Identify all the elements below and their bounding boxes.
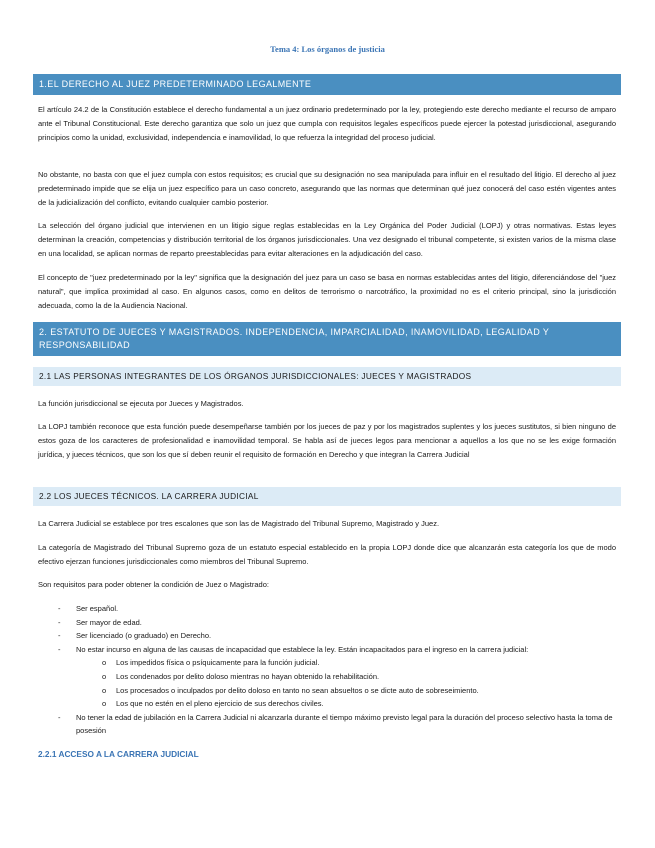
paragraph: El concepto de "juez predeterminado por la ley" significa que la designación del juez para un caso se basa en normas establecidas antes del litigio, diferenciándose del "juez natural", que implica proximidad al caso. En algunos casos, como en delitos de terrorismo o narcotráfico, la proximidad no es el criterio principal, sino la jurisdicción adecuada, como la de la Audiencia Nacional. (38, 273, 616, 310)
document-title: Tema 4: Los órganos de justicia (270, 44, 385, 54)
incapacities-list (76, 656, 616, 710)
dash-bullet: - (58, 712, 61, 722)
sub-list-item-text: Los impedidos física o psíquicamente para la función judicial. (116, 658, 320, 668)
section-heading-1: 1.EL DERECHO AL JUEZ PREDETERMINADO LEGALMENTE (33, 74, 621, 95)
paragraph: La Carrera Judicial se establece por tres escalones que son las de Magistrado del Tribunal Supremo, Magistrado y Juez. (38, 519, 440, 528)
circle-bullet: o (102, 671, 107, 681)
sub-list-item-text: Los condenados por delito doloso mientras no hayan obtenido la rehabilitación. (116, 671, 380, 681)
sub-list-item-text: Los que no estén en el pleno ejercicio de sus derechos civiles. (116, 699, 324, 709)
circle-bullet: o (102, 685, 107, 695)
paragraph: Son requisitos para poder obtener la condición de Juez o Magistrado: (38, 580, 269, 589)
paragraph: La categoría de Magistrado del Tribunal Supremo goza de un estatuto especial establecido en la propia LOPJ donde dice que alcanzarán esta categoría los que de modo efectivo ejerzan funciones jurisdiccionales como miembros del Tribunal Supremo. (38, 543, 616, 566)
requirements-list (38, 602, 616, 738)
list-item (38, 643, 616, 711)
paragraph: La LOPJ también reconoce que esta función puede desempeñarse también por los jueces de paz y por los magistrados suplentes y los jueces sustitutos, si bien ninguno de estos goza de los caracteres de profesionalidad e inamovilidad temporal. Se habla así de jueces legos para mencionar a aquellos a los que no se les exige formación jurídica, y jueces técnicos, que son los que sí deben reunir el requisito de formación en Derecho y que integran la Carrera Judicial (38, 422, 616, 459)
list-item-text: Ser mayor de edad. (76, 617, 142, 627)
sub-list-item (76, 684, 616, 698)
circle-bullet: o (102, 699, 107, 709)
paragraph: No obstante, no basta con que el juez cumpla con estos requisitos; es crucial que su designación no sea manipulada para influir en el resultado del litigio. El derecho al juez predeterminado impide que se elija un juez específico para un caso concreto, asegurando que las normas que determinan qué juez conocerá del caso estén vigentes antes de la judicialización del conflicto, evitando cualquier cambio posterior. (38, 170, 616, 207)
list-item (38, 602, 616, 616)
dash-bullet: - (58, 604, 61, 613)
paragraph: El artículo 24.2 de la Constitución establece el derecho fundamental a un juez ordinario predeterminado por la ley, protegiendo este derecho mediante el recurso de amparo ante el Tribunal Constitucional. Este derecho garantiza que solo un juez que cumpla con requisitos legales específicos puede ejercer la potestad jurisdiccional, asegurando principios como la unidad, exclusividad, independencia e inamovilidad, lo que refuerza la integridad del proceso judicial. (38, 105, 616, 142)
subsubsection-heading-2-2-1: 2.2.1 ACCESO A LA CARRERA JUDICIAL (38, 749, 199, 759)
list-item-text: No tener la edad de jubilación en la Carrera Judicial ni alcanzarla durante el tiempo máximo previsto legal para la duración del proceso selectivo hasta la toma de posesión (76, 712, 613, 736)
paragraph: La función jurisdiccional se ejecuta por Jueces y Magistrados. (38, 399, 244, 408)
list-item (38, 711, 616, 738)
section-heading-2: 2. ESTATUTO DE JUECES Y MAGISTRADOS. INDEPENDENCIA, IMPARCIALIDAD, INAMOVILIDAD, LEGALIDAD Y RESPONSABILIDAD (33, 322, 621, 356)
circle-bullet: o (102, 658, 107, 668)
sub-list-item-text: Los procesados o inculpados por delito doloso en tanto no sean absueltos o se dicte auto de sobreseimiento. (116, 685, 479, 695)
dash-bullet: - (58, 631, 61, 641)
sub-list-item (76, 656, 616, 670)
list-item-text: Ser licenciado (o graduado) en Derecho. (76, 631, 212, 641)
sub-list-item (76, 670, 616, 684)
dash-bullet: - (58, 644, 61, 654)
list-item-text: Ser español. (76, 604, 119, 613)
list-item-text: No estar incurso en alguna de las causas de incapacidad que establece la ley. Están incapacitados para el ingreso en la carrera judicial: (76, 644, 529, 654)
list-item (38, 616, 616, 630)
subsection-heading-2-2: 2.2 LOS JUECES TÉCNICOS. LA CARRERA JUDICIAL (33, 487, 621, 506)
paragraph: La selección del órgano judicial que intervienen en un litigio sigue reglas establecidas en la Ley Orgánica del Poder Judicial (LOPJ) y otras normativas. Estas leyes determinan la creación, competencias y distribución territorial de los órganos jurisdiccionales. Una vez designado el tribunal competente, si existen varios de la misma clase en una localidad, se aplican normas de reparto preestablecidas para evitar alteraciones en la adjudicación del caso. (38, 221, 616, 258)
list-item (38, 629, 616, 643)
sub-list-item (76, 697, 616, 711)
subsection-heading-2-1: 2.1 LAS PERSONAS INTEGRANTES DE LOS ÓRGANOS JURISDICCIONALES: JUECES Y MAGISTRADOS (33, 367, 621, 386)
dash-bullet: - (58, 617, 61, 627)
